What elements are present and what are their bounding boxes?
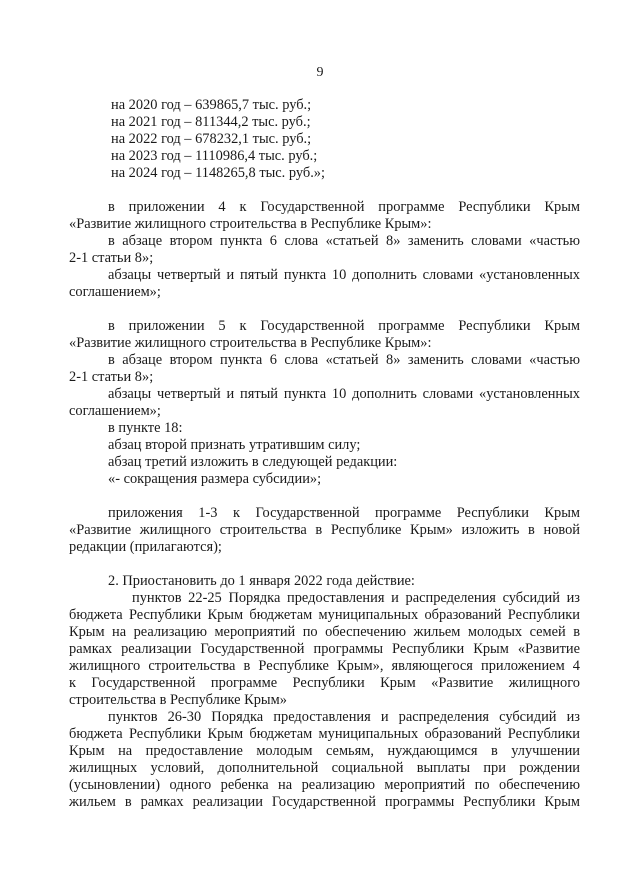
annex4-line: «Развитие жилищного строительства в Республике Крым»: [69,216,432,232]
annex5-line: в пункте 18: [108,420,183,436]
annex5-line: в абзаце втором пункта 6 слова «статьей 8» заменить словами «частью [108,352,580,368]
annexes13-line: редакции (прилагаются); [69,539,222,555]
funding-line-2023: на 2023 год – 1110986,4 тыс. руб.; [111,148,318,164]
section2-p2-line: Крым на предоставление молодым семьям, нуждающимся в улучшении [69,743,580,759]
section2-p1-line: строительства в Республике Крым» [69,692,287,708]
annex5-line: абзац третий изложить в следующей редакции: [108,454,398,470]
section2-p1-line: к Государственной программе Республики Крым «Развитие жилищного [69,675,580,691]
section2-p1-line: рамках реализации Государственной программы Республики Крым «Развитие [69,641,580,657]
section2-p2-line: жильем в рамках реализации Государственной программы Республики Крым [69,794,580,810]
funding-line-2020: на 2020 год – 639865,7 тыс. руб.; [111,97,312,113]
annex5-line: в приложении 5 к Государственной программе Республики Крым [108,318,580,334]
section2-p1-line: пунктов 22-25 Порядка предоставления и распределения субсидий из [132,590,580,606]
section2-heading: 2. Приостановить до 1 января 2022 года действие: [108,573,415,589]
section2-p1-line: жилищного строительства в Республике Крым», являющегося приложением 4 [69,658,580,674]
section2-p2-line: жилищных условий, дополнительной социальной выплаты при рождении [69,760,580,776]
annex5-line: абзац второй признать утратившим силу; [108,437,361,453]
funding-line-2022: на 2022 год – 678232,1 тыс. руб.; [111,131,312,147]
section2-p1-line: Крым на реализацию мероприятий по обеспечению жильем молодых семей в [69,624,580,640]
section2-p2-line: (усыновлении) одного ребенка на реализацию мероприятий по обеспечению [69,777,580,793]
annex4-line: соглашением»; [69,284,161,300]
annexes13-line: приложения 1-3 к Государственной программе Республики Крым [108,505,580,521]
annex5-line: 2-1 статьи 8»; [69,369,154,385]
annex5-line: соглашением»; [69,403,161,419]
section2-p1-line: бюджета Республики Крым бюджетам муниципальных образований Республики [69,607,580,623]
annex5-line: абзацы четвертый и пятый пункта 10 дополнить словами «установленных [108,386,580,402]
section2-p2-line: бюджета Республики Крым бюджетам муниципальных образований Республики [69,726,580,742]
section2-p2-line: пунктов 26-30 Порядка предоставления и распределения субсидий из [108,709,580,725]
annex4-line: абзацы четвертый и пятый пункта 10 дополнить словами «установленных [108,267,580,283]
annexes13-line: «Развитие жилищного строительства в Республике Крым» изложить в новой [69,522,580,538]
annex4-line: в приложении 4 к Государственной программе Республики Крым [108,199,580,215]
annex4-line: 2-1 статьи 8»; [69,250,154,266]
annex5-line: «Развитие жилищного строительства в Республике Крым»: [69,335,432,351]
annex5-line: «- сокращения размера субсидии»; [108,471,322,487]
funding-line-2021: на 2021 год – 811344,2 тыс. руб.; [111,114,311,130]
funding-line-2024: на 2024 год – 1148265,8 тыс. руб.»; [111,165,325,181]
annex4-line: в абзаце втором пункта 6 слова «статьей 8» заменить словами «частью [108,233,580,249]
page-number: 9 [316,65,324,80]
